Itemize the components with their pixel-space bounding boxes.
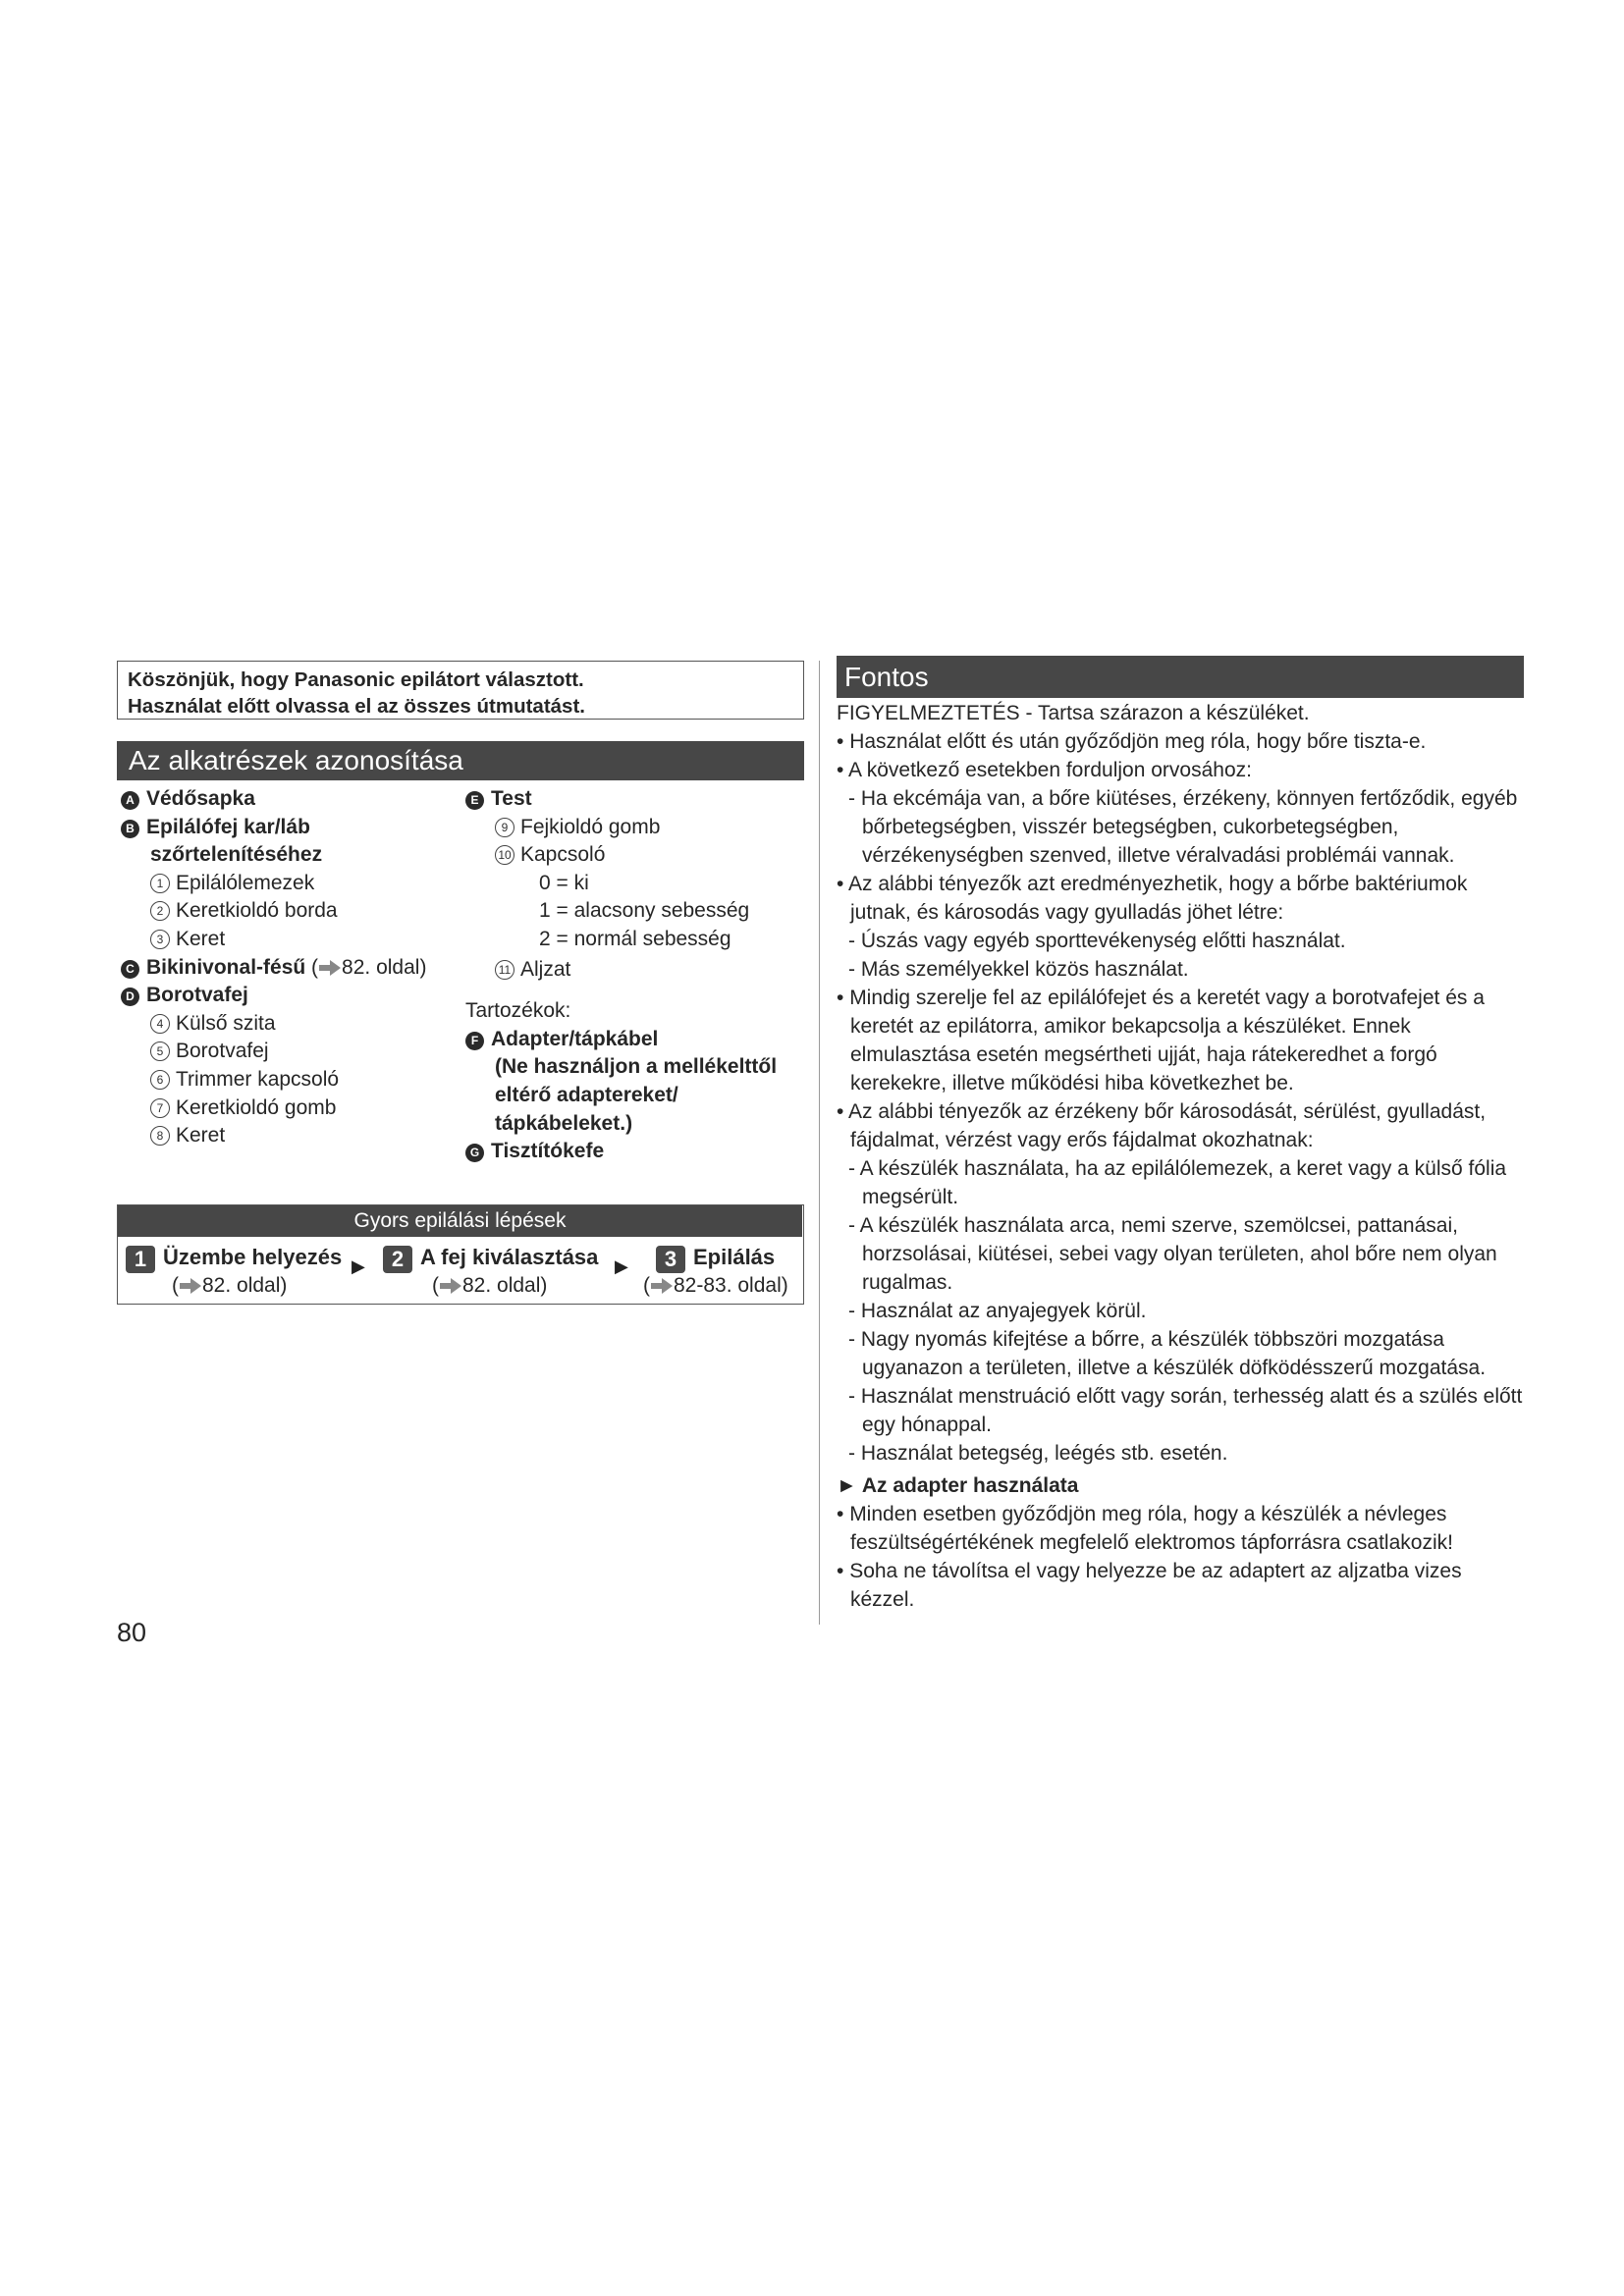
part-d: [121, 982, 474, 1010]
part-f-line-3: eltérő adaptereket/: [495, 1083, 678, 1106]
intro-box: [117, 661, 804, 720]
marker-d-icon: D: [121, 988, 139, 1006]
bullet-5-dash-5-text: Használat menstruáció előtt vagy során, terhesség alatt és a szülés előtt egy hónappal.: [860, 1385, 1523, 1436]
number-9-icon: 9: [495, 818, 514, 837]
intro-line-2: Használat előtt olvassa el az összes útmutatást.: [128, 695, 585, 718]
bullet-5-dash-1: - A készülék használata, ha az epilálólemezek, a keret vagy a külső fólia megsérült.: [848, 1157, 1507, 1208]
accessories-label: Tartozékok:: [465, 999, 571, 1023]
quick-steps-box: [117, 1204, 804, 1305]
bullet-3: • Az alábbi tényezők azt eredményezhetik, hogy a bőrbe baktériumok jutnak, és károsodás vagy gyulladás jöhet létre:: [837, 873, 1468, 924]
step-1: [126, 1245, 342, 1273]
page-ref-arrow-icon: [651, 1278, 673, 1294]
step-3-label: Epilálás: [693, 1245, 776, 1269]
bullet-5-dash-6-text: Használat betegség, leégés stb. esetén.: [860, 1442, 1228, 1465]
bullet-2: • A következő esetekben forduljon orvosához:: [837, 759, 1252, 781]
step-2-ref-open: (: [432, 1274, 439, 1297]
bullet-4: • Mindig szerelje fel az epilálófejet és a keretét vagy a borotvafejet és a keretét az epilátorra, amikor bekapcsolja a készüléket. Ennek elmulasztása esetén megsértheti ujját, haja rátekeredhet a forgó kerekekre, illetve működési hiba következhet be.: [837, 987, 1485, 1095]
step-2-ref: [432, 1274, 547, 1298]
number-11-icon: 11: [495, 960, 514, 980]
part-item-10-label: Kapcsoló: [520, 843, 606, 867]
switch-value-0: 0 = ki: [539, 871, 589, 894]
step-1-ref: [172, 1274, 287, 1298]
bullet-7: • Soha ne távolítsa el vagy helyezze be az adaptert az aljzatba vizes kézzel.: [837, 1560, 1462, 1611]
parts-list-left: [121, 785, 474, 1150]
part-item-5-label: Borotvafej: [176, 1040, 269, 1063]
bullet-5-dash-1-text: A készülék használata, ha az epilálólemezek, a keret vagy a külső fólia megsérült.: [859, 1157, 1507, 1208]
marker-c-icon: C: [121, 960, 139, 979]
step-3-ref-text: 82-83. oldal): [674, 1274, 788, 1297]
part-a-label: Védősapka: [146, 787, 255, 810]
marker-b-icon: B: [121, 820, 139, 838]
part-item-8: [121, 1122, 474, 1150]
part-f-line-1: Adapter/tápkábel: [491, 1027, 659, 1050]
number-2-icon: 2: [150, 901, 170, 921]
bullet-1-text: Használat előtt és után győződjön meg róla, hogy bőre tiszta-e.: [849, 730, 1427, 753]
part-c-label: Bikinivonal-fésű: [146, 955, 306, 979]
part-item-11-label: Aljzat: [520, 957, 571, 981]
part-item-5: [121, 1038, 474, 1066]
bullet-5-dash-2: - A készülék használata arca, nemi szerve, szemölcsei, pattanásai, horzsolásai, kiütései, sebei vagy olyan területen, ahol bőre nem olyan rugalmas.: [848, 1214, 1497, 1294]
intro-line-1: Köszönjük, hogy Panasonic epilátort választott.: [128, 668, 584, 691]
bullet-2-dash-1: - Ha ekcémája van, a bőre kiütéses, érzékeny, könnyen fertőződik, egyéb bőrbetegségben, visszér betegségben, cukorbetegségben, vérzékenységben szenved, illetve véralvadási problémái vannak.: [848, 787, 1518, 867]
step-2-number: 2: [383, 1246, 412, 1273]
step-arrow-icon: ▶: [352, 1256, 365, 1276]
step-3-ref: [643, 1274, 788, 1298]
parts-list-right: [465, 785, 799, 1166]
number-10-icon: 10: [495, 845, 514, 865]
fontos-content: [837, 699, 1524, 1614]
part-f-line-4: tápkábeleket.): [495, 1111, 633, 1135]
bullet-1: • Használat előtt és után győződjön meg róla, hogy bőre tiszta-e.: [837, 730, 1427, 753]
part-item-3: [121, 926, 474, 954]
part-c-ref: 82. oldal): [342, 955, 427, 979]
step-2: [383, 1245, 598, 1273]
step-1-ref-open: (: [172, 1274, 179, 1297]
part-c: [121, 954, 474, 983]
bullet-5-dash-4: - Nagy nyomás kifejtése a bőrre, a készülék többszöri mozgatása ugyanazon a területen, illetve a készülék döfködésszerű mozgatása.: [848, 1328, 1487, 1379]
number-4-icon: 4: [150, 1014, 170, 1034]
step-3-number: 3: [656, 1246, 685, 1273]
number-6-icon: 6: [150, 1070, 170, 1090]
bullet-5: • Az alábbi tényezők az érzékeny bőr károsodását, sérülést, gyulladást, fájdalmat, vérzést vagy erős fájdalmat okozhatnak:: [837, 1100, 1487, 1151]
bullet-3-dash-2: - Más személyekkel közös használat.: [848, 958, 1189, 981]
step-1-number: 1: [126, 1246, 155, 1273]
bullet-5-dash-6: - Használat betegség, leégés stb. esetén.: [848, 1442, 1228, 1465]
number-1-icon: 1: [150, 874, 170, 893]
part-b-label-line2: szőrtelenítéséhez: [150, 843, 323, 867]
part-item-7-label: Keretkioldó gomb: [176, 1095, 337, 1119]
part-item-6: [121, 1066, 474, 1095]
part-item-6-label: Trimmer kapcsoló: [176, 1067, 340, 1091]
page-ref-arrow-icon: [440, 1278, 461, 1294]
number-7-icon: 7: [150, 1098, 170, 1118]
number-8-icon: 8: [150, 1126, 170, 1146]
step-3: [656, 1245, 775, 1273]
part-a: [121, 785, 474, 814]
bullet-2-text: A következő esetekben forduljon orvosához:: [848, 759, 1252, 781]
marker-e-icon: E: [465, 791, 484, 810]
bullet-3-dash-1-text: Úszás vagy egyéb sporttevékenység előtti használat.: [860, 930, 1346, 952]
part-item-1: [121, 870, 474, 898]
step-arrow-icon: ▶: [615, 1256, 628, 1276]
page-number: 80: [117, 1618, 147, 1647]
part-item-9-label: Fejkioldó gomb: [520, 815, 661, 838]
bullet-6: • Minden esetben győződjön meg róla, hogy a készülék a névleges feszültségértékének megfelelő elektromos tápforrásra csatlakozik!: [837, 1503, 1453, 1554]
bullet-5-dash-3: - Használat az anyajegyek körül.: [848, 1300, 1147, 1322]
part-item-11: [465, 956, 799, 985]
part-item-1-label: Epilálólemezek: [176, 871, 315, 894]
fontos-heading: Fontos: [837, 656, 1524, 698]
part-f: [465, 1026, 799, 1054]
part-item-2-label: Keretkioldó borda: [176, 899, 338, 923]
part-g-label: Tisztítókefe: [491, 1140, 605, 1163]
bullet-2-dash-1-text: Ha ekcémája van, a bőre kiütéses, érzékeny, könnyen fertőződik, egyéb bőrbetegségben, visszér betegségben, cukorbetegségben, vérzékenységben szenved, illetve véralvadási problémái vannak.: [860, 787, 1518, 867]
heading-arrow-icon: ►: [837, 1474, 857, 1497]
step-3-ref-open: (: [643, 1274, 650, 1297]
step-2-ref-text: 82. oldal): [462, 1274, 548, 1297]
page-ref-arrow-icon: [180, 1278, 201, 1294]
part-item-9: [465, 814, 799, 842]
marker-a-icon: A: [121, 791, 139, 810]
quick-steps-heading: Gyors epilálási lépések: [118, 1205, 802, 1237]
part-item-4-label: Külső szita: [176, 1011, 276, 1035]
step-1-ref-text: 82. oldal): [202, 1274, 288, 1297]
part-f-line-2: (Ne használjon a mellékelttől: [495, 1055, 778, 1079]
page-ref-arrow-icon: [319, 960, 341, 976]
step-2-label: A fej kiválasztása: [420, 1245, 599, 1269]
number-3-icon: 3: [150, 930, 170, 949]
marker-g-icon: G: [465, 1144, 484, 1162]
adapter-heading: [837, 1471, 1524, 1500]
bullet-3-dash-2-text: Más személyekkel közös használat.: [860, 958, 1189, 981]
part-d-label: Borotvafej: [146, 984, 248, 1007]
bullet-5-dash-2-text: A készülék használata arca, nemi szerve, szemölcsei, pattanásai, horzsolásai, kiütései, sebei vagy olyan területen, ahol bőre nem olyan rugalmas.: [859, 1214, 1497, 1294]
bullet-5-text: Az alábbi tényezők az érzékeny bőr károsodását, sérülést, gyulladást, fájdalmat, vérzést vagy erős fájdalmat okozhatnak:: [848, 1100, 1487, 1151]
part-e-label: Test: [491, 787, 532, 810]
bullet-4-text: Mindig szerelje fel az epilálófejet és a keretét vagy a borotvafejet és a keretét az epilátorra, amikor bekapcsolja a készüléket. Ennek elmulasztása esetén megsértheti ujját, haja rátekeredhet a forgó kerekekre, illetve működési hiba következhet be.: [849, 987, 1485, 1095]
switch-value-2: 2 = normál sebesség: [539, 927, 731, 950]
bullet-3-dash-1: - Úszás vagy egyéb sporttevékenység előtti használat.: [848, 930, 1346, 952]
adapter-heading-text: Az adapter használata: [861, 1474, 1079, 1497]
part-b: [121, 814, 474, 842]
step-1-label: Üzembe helyezés: [163, 1245, 343, 1269]
bullet-3-text: Az alábbi tényezők azt eredményezhetik, hogy a bőrbe baktériumok jutnak, és károsodás vagy gyulladás jöhet létre:: [848, 873, 1468, 924]
part-item-8-label: Keret: [176, 1124, 226, 1148]
part-g: [465, 1138, 799, 1166]
number-5-icon: 5: [150, 1041, 170, 1061]
part-item-4: [121, 1010, 474, 1039]
part-b-label-line1: Epilálófej kar/láb: [146, 815, 310, 838]
part-item-2: [121, 897, 474, 926]
bullet-5-dash-4-text: Nagy nyomás kifejtése a bőrre, a készülék többszöri mozgatása ugyanazon a területen, illetve a készülék döfködésszerű mozgatása.: [860, 1328, 1487, 1379]
part-item-7: [121, 1095, 474, 1123]
part-item-3-label: Keret: [176, 927, 226, 950]
marker-f-icon: F: [465, 1032, 484, 1050]
column-divider: [819, 661, 820, 1625]
bullet-6-text: Minden esetben győződjön meg róla, hogy a készülék a névleges feszültségértékének megfelelő elektromos tápforrásra csatlakozik!: [849, 1503, 1453, 1554]
bullet-5-dash-5: - Használat menstruáció előtt vagy során, terhesség alatt és a szülés előtt egy hónappal.: [848, 1385, 1523, 1436]
switch-value-1: 1 = alacsony sebesség: [539, 899, 750, 923]
part-c-ref-open: (: [311, 955, 319, 979]
parts-section-heading: Az alkatrészek azonosítása: [117, 741, 804, 780]
bullet-7-text: Soha ne távolítsa el vagy helyezze be az adaptert az aljzatba vizes kézzel.: [849, 1560, 1462, 1611]
part-item-10: [465, 841, 799, 870]
warning-text: FIGYELMEZTETÉS - Tartsa szárazon a készüléket.: [837, 702, 1310, 724]
bullet-5-dash-3-text: Használat az anyajegyek körül.: [860, 1300, 1147, 1322]
part-e: [465, 785, 799, 814]
